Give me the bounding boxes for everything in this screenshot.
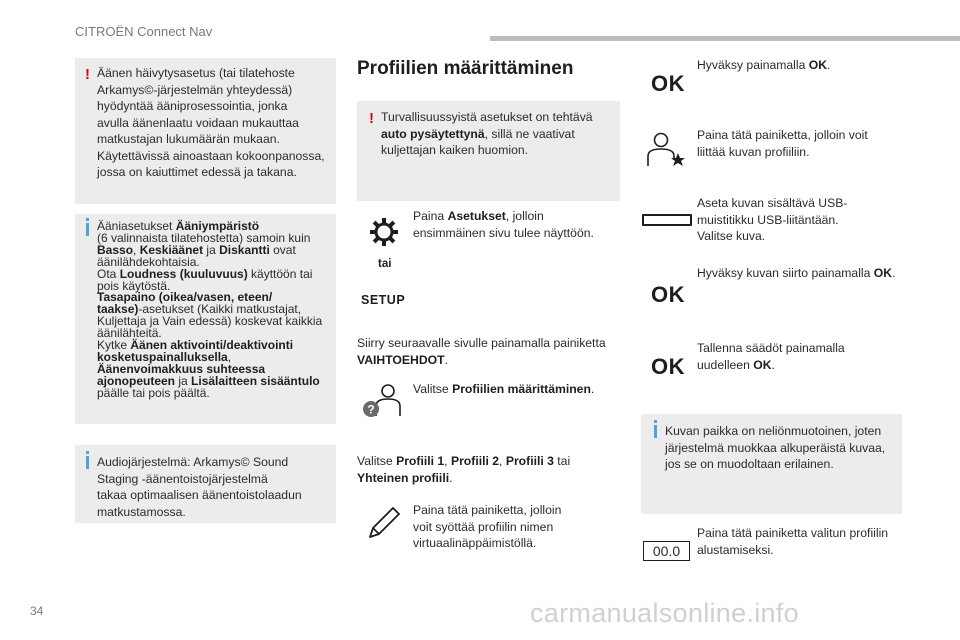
step-settings-text: Paina Asetukset, jolloin ensimmäinen sivu tulee näyttöön.	[413, 209, 594, 240]
usb-slot-icon	[642, 214, 692, 226]
pencil-icon	[366, 505, 402, 541]
ok-button-icon: OK	[651, 282, 685, 307]
info-box-audio-settings	[75, 214, 336, 424]
svg-text:?: ?	[367, 402, 375, 417]
reset-display-icon: 00.0	[643, 541, 690, 561]
watermark-text: carmanualsonline.info	[530, 598, 799, 628]
warning-box-fader	[75, 58, 336, 204]
info-icon	[654, 425, 657, 438]
info-box-image-format	[641, 414, 902, 514]
info-icon	[86, 223, 89, 236]
info-text-image-format: Kuvan paikka on neliönmuotoinen, joten järjestelmä muokkaa alkuperäistä kuvaa, jos se on muodoltaan erilainen.	[665, 423, 900, 473]
page-header-title: CITROËN Connect Nav	[75, 24, 213, 39]
warning-text-fader: ! Äänen häivytysasetus (tai tilatehoste Arkamys©-järjestelmän yhteydessä) hyödyntää ääniprosessointia, jonka avulla äänenlaatu voidaan mukauttaa matkustajan lukumäärän mukaan. Käytettävissä ainoastaan kokoonpanossa, jossa on kaiuttimet edessä ja takana.	[85, 66, 325, 179]
profile-settings-icon	[362, 382, 404, 420]
step-save-text: Tallenna säädöt painamalla uudelleen OK.	[697, 341, 845, 372]
step-usb-text: Aseta kuvan sisältävä USB- muistitikku USB-liitäntään. Valitse kuva.	[697, 196, 848, 243]
step-add-image-text: Paina tätä painiketta, jolloin voit liittää kuvan profiiliin.	[697, 128, 868, 159]
warning-icon: !	[369, 110, 374, 127]
step-reset-text: Paina tätä painiketta valitun profiilin alustamiseksi.	[697, 526, 889, 557]
settings-gear-icon	[368, 216, 400, 248]
step-confirm-text: Hyväksy painamalla OK.	[697, 58, 831, 72]
step-options-text: Siirry seuraavalle sivulle painamalla painiketta VAIHTOEHDOT.	[357, 336, 606, 367]
ok-button-icon: OK	[651, 354, 685, 379]
warning-text-safety: ! Turvallisuussyistä asetukset on tehtävä auto pysäytettynä, sillä ne vaativat kuljettajan kaiken huomion.	[369, 110, 593, 157]
add-profile-image-icon	[645, 130, 687, 168]
or-label: tai	[378, 258, 392, 270]
step-select-profile-text: Valitse Profiili 1, Profiili 2, Profiili 3 tai Yhteinen profiili.	[357, 454, 571, 485]
info-text-audio-settings: Ääniasetukset Ääniympäristö (6 valinnaista tilatehostetta) samoin kuin Basso, Keskiäänet ja Diskantti ovat äänilähdekohtaisia. Ota Loudness (kuuluvuus) käyttöön tai pois käytöstä. Tasapaino (oikea/vasen, eteen/ taakse)-asetukset (Kaikki matkustajat, Kuljettaja ja Vain edessä) koskevat kaikkia äänilähteitä. Kytke Äänen aktivointi/deaktivointi kosketuspainalluksella, Äänenvoimakkuus suhteessa ajonopeuteen ja Lisälaitteen sisääntulo päälle tai pois päältä.	[97, 221, 335, 400]
info-box-arkamys	[75, 445, 336, 523]
ok-button-icon: OK	[651, 71, 685, 96]
info-text-arkamys: Audiojärjestelmä: Arkamys© Sound Staging -äänentoistojärjestelmä takaa optimaalisen äänentoistolaadun matkustamossa.	[97, 454, 333, 520]
warning-box-safety	[357, 101, 620, 201]
section-title: Profiilien määrittäminen	[357, 58, 574, 79]
info-icon	[86, 456, 89, 469]
step-name-text: Paina tätä painiketta, jolloin voit syöttää profiilin nimen virtuaalinäppäimistöllä.	[413, 503, 562, 550]
warning-icon: !	[85, 66, 90, 83]
header-rule	[490, 36, 960, 41]
setup-button-label: SETUP	[361, 293, 406, 307]
step-profile-text: Valitse Profiilien määrittäminen.	[413, 382, 595, 396]
step-transfer-text: Hyväksy kuvan siirto painamalla OK.	[697, 266, 896, 280]
page-number: 34	[30, 604, 44, 618]
